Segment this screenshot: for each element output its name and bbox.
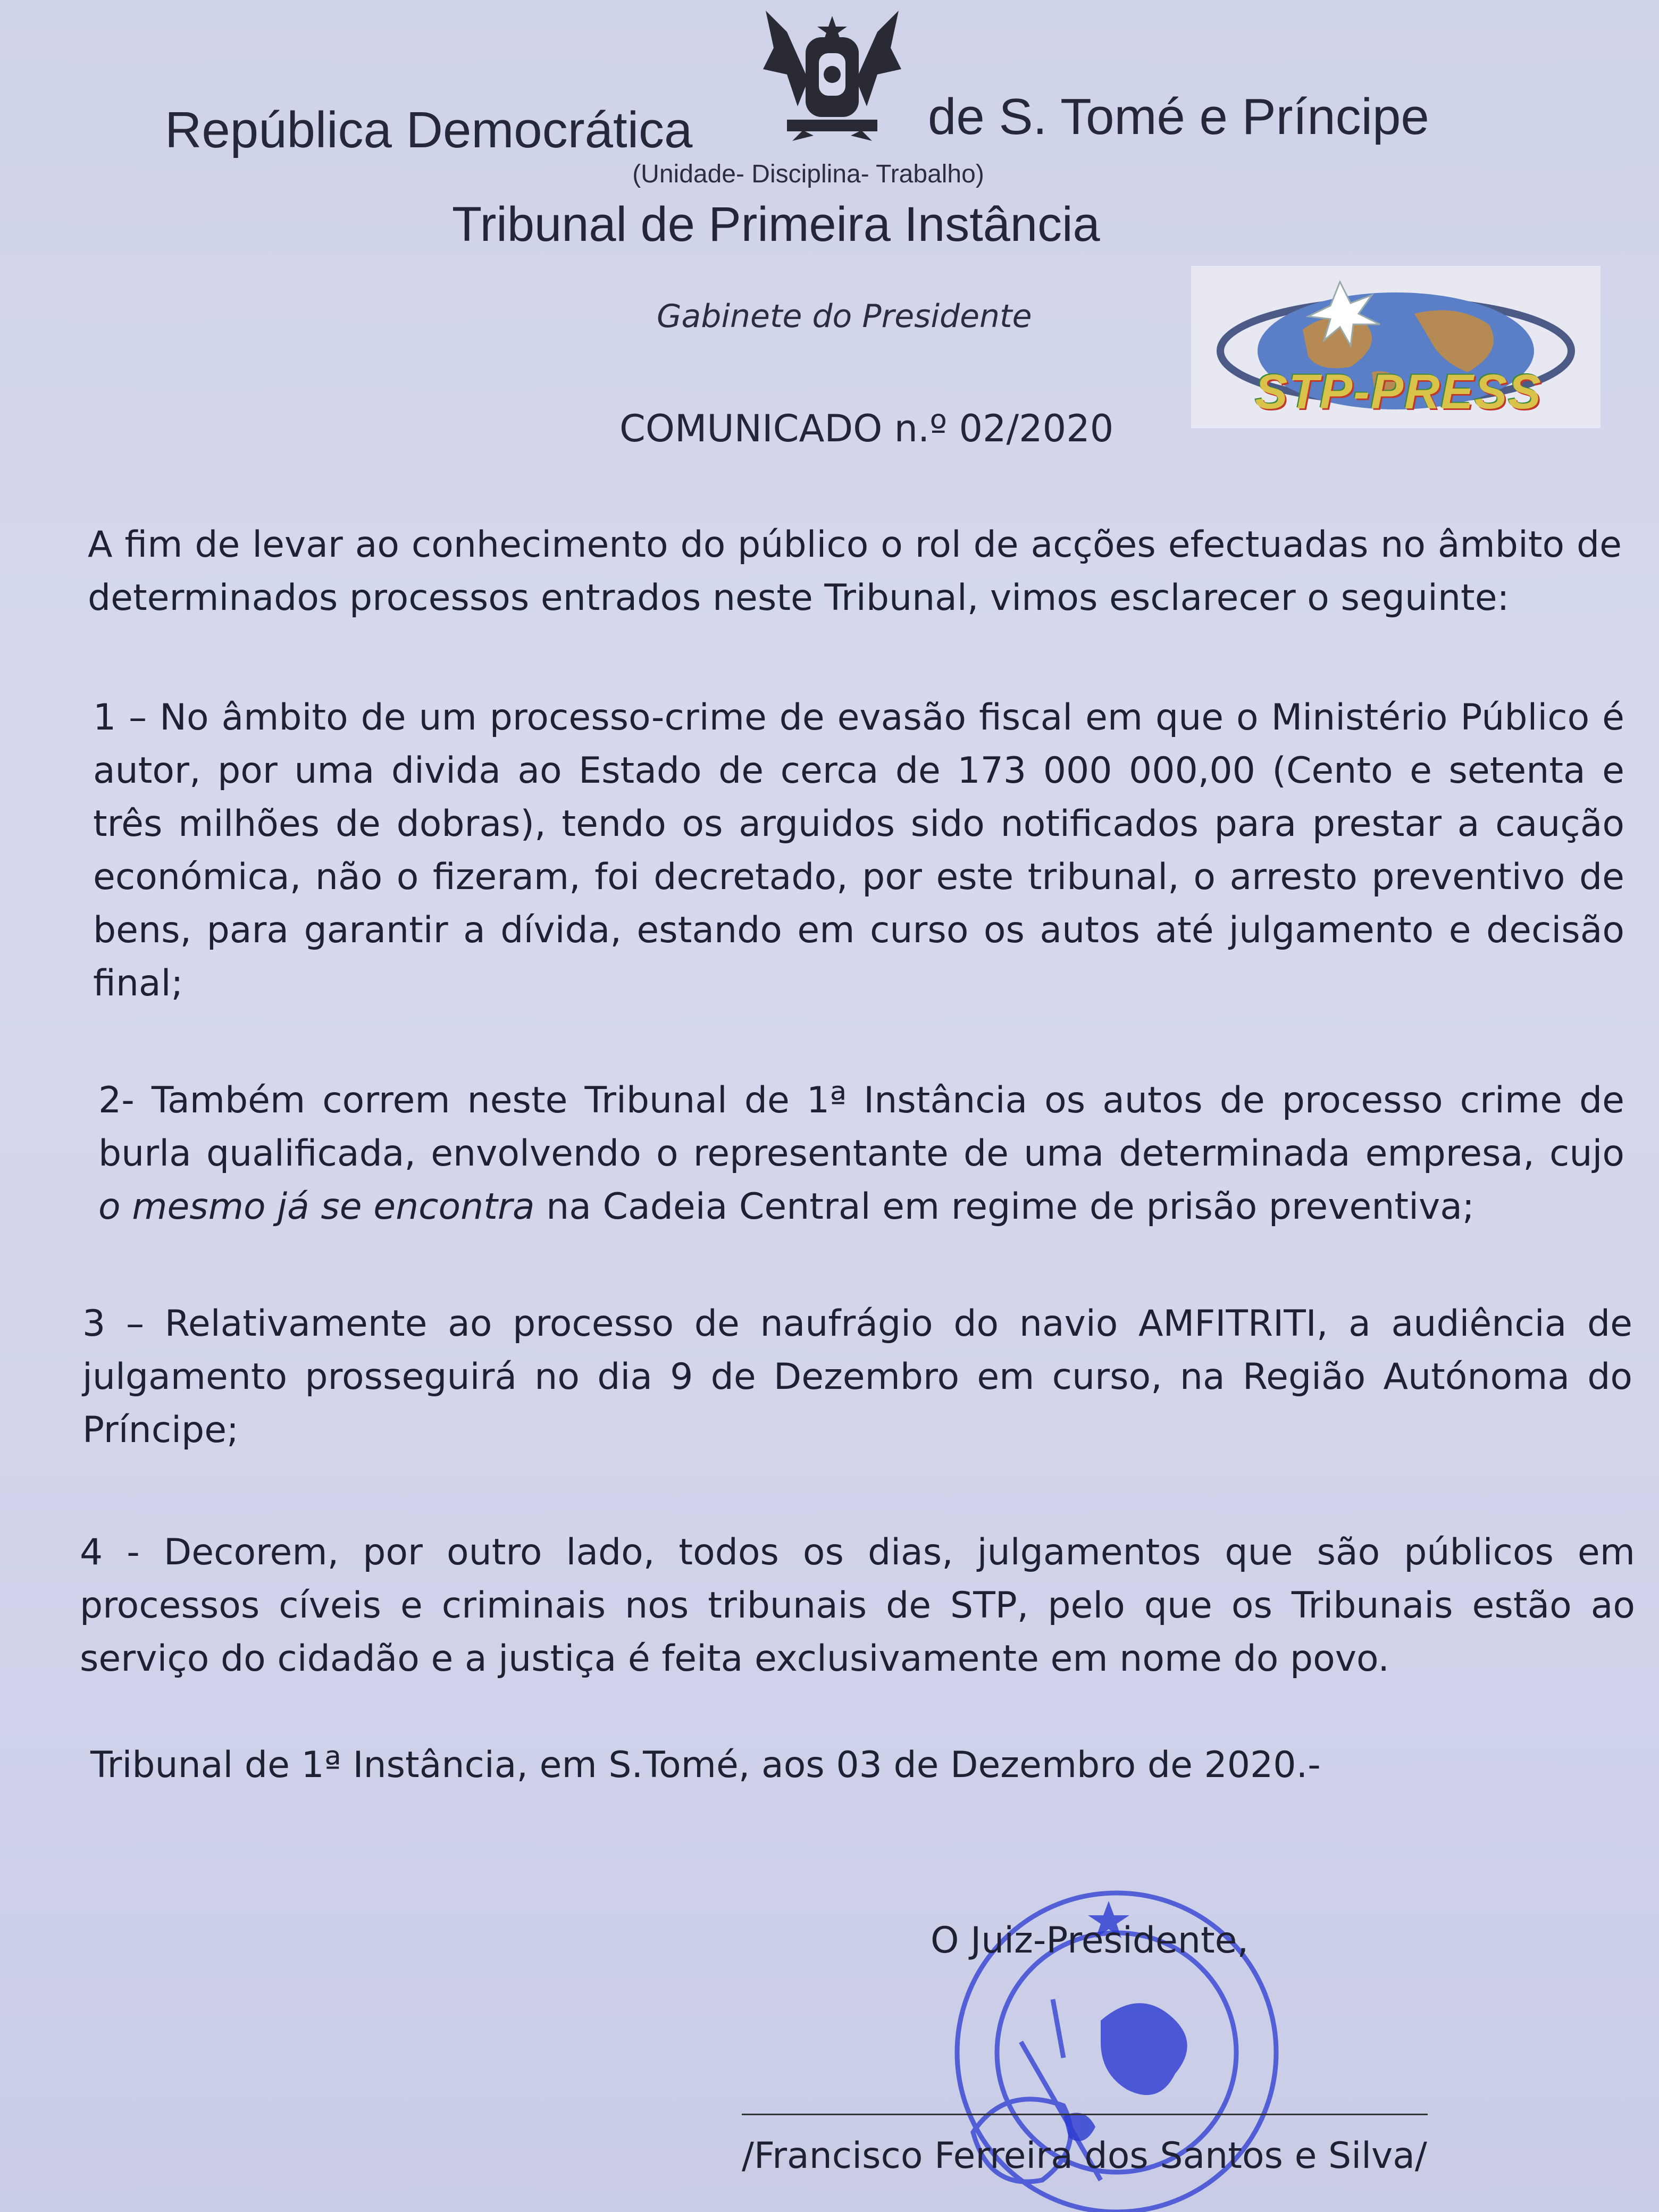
item-3-paragraph: 3 – Relativamente ao processo de naufrágio do navio AMFITRITI, a audiência de julgamento prosseguirá no dia 9 de Dezembro em curso, na Região Autónoma do Príncipe; (82, 1303, 1632, 1451)
coat-of-arms-icon (755, 0, 909, 144)
office-name: Gabinete do Presidente (657, 298, 1032, 335)
item-2-text-italic: o mesmo já se encontra (98, 1186, 535, 1228)
court-name: Tribunal de Primeira Instância (452, 197, 1100, 252)
signature-line (742, 2114, 1428, 2115)
stp-press-logo (1191, 266, 1601, 428)
national-motto: (Unidade- Disciplina- Trabalho) (632, 160, 984, 188)
republic-title-right: de S. Tomé e Príncipe (928, 88, 1429, 145)
republic-title-left: República Democrática (165, 102, 693, 158)
item-2-paragraph (98, 1074, 1624, 1234)
item-1-paragraph: 1 – No âmbito de um processo-crime de evasão fiscal em que o Ministério Público é autor, por uma divida ao Estado de cerca de 173 000 000,00 (Cento e setenta e três milhões de dobras), tendo os arguidos sido notificados para prestar a caução económica, não o fizeram, foi decretado, por este tribunal, o arresto preventivo de bens, para garantir a dívida, estando em curso os autos até julgamento e decisão final; (93, 697, 1624, 1004)
item-4-paragraph: 4 - Decorem, por outro lado, todos os dias, julgamentos que são públicos em processos cíveis e criminais nos tribunais de STP, pelo que os Tribunais estão ao serviço do cidadão e a justiça é feita exclusivamente em nome do povo. (80, 1531, 1635, 1680)
signature-title: O Juiz-Presidente, (931, 1920, 1249, 1962)
dateline: Tribunal de 1ª Instância, em S.Tomé, aos 03 de Dezembro de 2020.- (90, 1744, 1321, 1786)
logo-text: STP-PRESS (1255, 365, 1542, 419)
item-2-text-a: 2- Também correm neste Tribunal de 1ª Instância os autos de processo crime de burla qualificada, envolvendo o representante de uma determinada empresa, cujo (98, 1079, 1624, 1175)
intro-paragraph: A fim de levar ao conhecimento do público o rol de acções efectuadas no âmbito de determinados processos entrados neste Tribunal, vimos esclarecer o seguinte: (88, 524, 1622, 619)
signatory-name: /Francisco Ferreira dos Santos e Silva/ (742, 2135, 1427, 2177)
item-2-text-c: na Cadeia Central em regime de prisão preventiva; (534, 1186, 1474, 1228)
communique-number: COMUNICADO n.º 02/2020 (619, 407, 1114, 450)
